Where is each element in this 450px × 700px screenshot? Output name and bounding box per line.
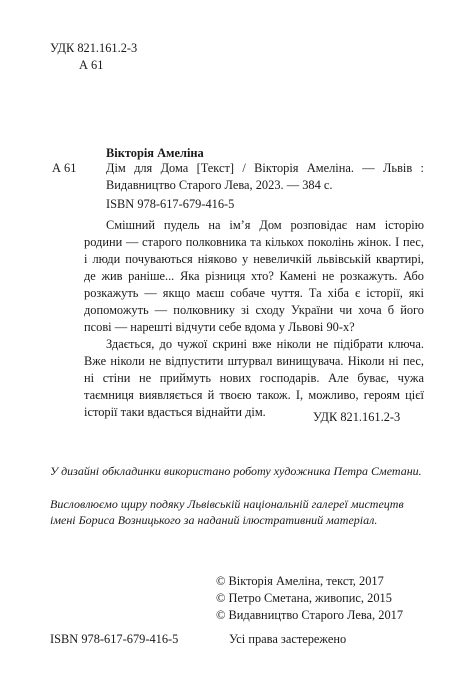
annotation-paragraph: Смішний пудель на ім’я Дом розповідає нам історію родини — старого полковника та кількох поколінь жінок. І пес, і люди почуваються ніяково у невеличкій львівській квартирі, де жив раніше... Яка різниця хто? Камені не розкажуть. Або розкажуть — якщо маєш собаче чуття. Та хіба є історії, які допоможуть — полковнику зі сходу України чи хоча б його псові — нарешті відчути себе вдома у Львові 90-х? (84, 218, 424, 334)
isbn-bottom: ISBN 978-617-679-416-5 (50, 632, 179, 646)
thanks-note (50, 496, 410, 528)
rights-reserved: Усі права застережено (229, 632, 347, 646)
bibliographic-description: Дім для Дома [Текст] / Вікторія Амеліна. — Львів : Видавництво Старого Лева, 2023. — 384 с. (106, 161, 424, 192)
copyright-line: © Петро Сметана, живопис, 2015 (216, 591, 392, 605)
thanks-note-line: Висловлюємо щиру подяку Львівській національній галереї мистецтв (50, 497, 404, 511)
udk-code-top: УДК 821.161.2-3 (50, 41, 138, 55)
isbn-main: ISBN 978-617-679-416-5 (106, 197, 235, 211)
udk-code-bottom: УДК 821.161.2-3 (313, 410, 401, 424)
copyright-line: © Видавництво Старого Лева, 2017 (216, 608, 404, 622)
thanks-note-line: імені Бориса Возницького за наданий ілюстративний матеріал. (50, 513, 378, 527)
copyright-block (216, 573, 403, 624)
author-name: Вікторія Амеліна (106, 146, 204, 160)
author-code-top: А 61 (79, 58, 104, 72)
author-code-margin: А 61 (52, 161, 77, 175)
annotation-paragraph: Здається, до чужої скрині вже ніколи не підібрати ключа. Вже ніколи не відпустити штурвал винищувача. Ніколи ні пес, ні стіни не приймуть нових господарів. Але буває, чужа таємниця виявляється й твоєю також. І, можливо, героям цієї історії таки вдасться віднайти дім. (84, 337, 424, 419)
cover-design-note: У дизайні обкладинки використано роботу художника Петра Сметани. (50, 464, 422, 478)
copyright-line: © Вікторія Амеліна, текст, 2017 (216, 574, 384, 588)
annotation (84, 217, 424, 421)
